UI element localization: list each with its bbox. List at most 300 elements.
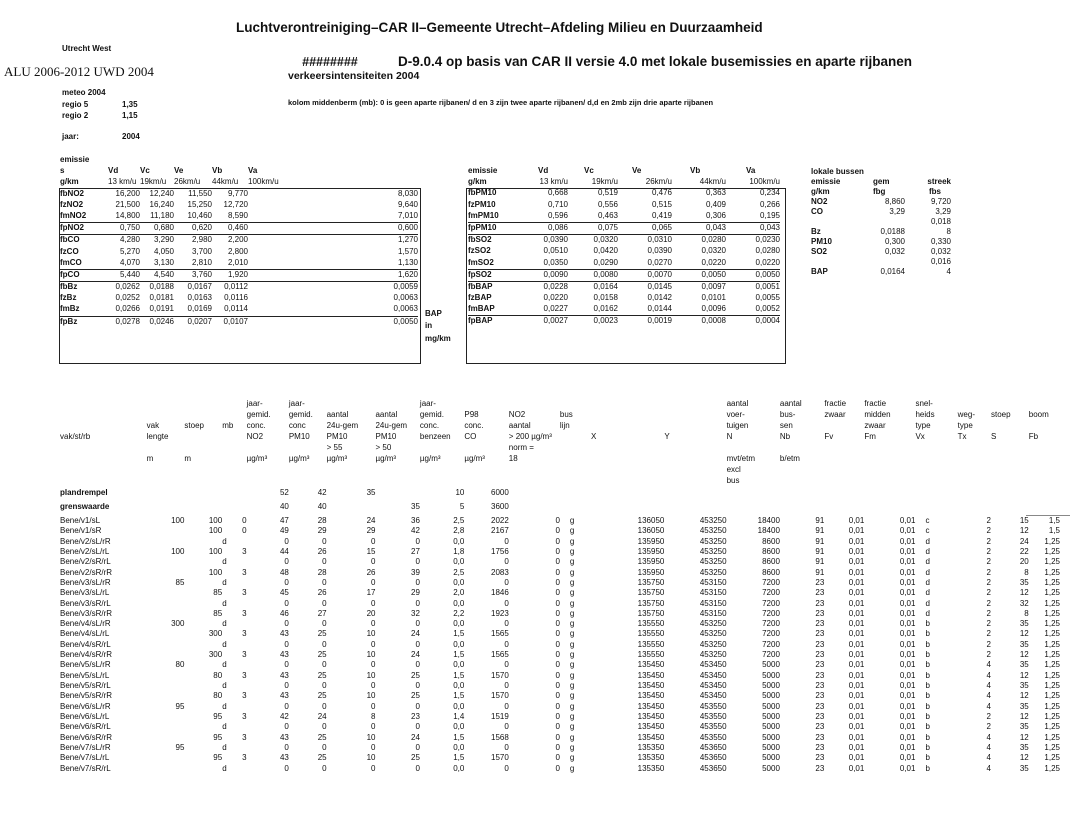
bus-row [811, 197, 951, 207]
column-header [824, 475, 864, 486]
table-cell: 0 [242, 526, 247, 536]
header-row [60, 431, 1060, 442]
table-row [60, 764, 1060, 774]
table-cell: 2,5 [453, 516, 465, 525]
table-cell: 0 [371, 598, 376, 608]
table-cell: 453250 [699, 567, 727, 577]
table-cell: 0,01 [848, 629, 865, 639]
column-header: stoep [990, 410, 1011, 419]
emission-value: 0,0004 [726, 316, 780, 328]
table-cell: 0 [415, 763, 420, 773]
column-header [222, 475, 246, 486]
em-unit: 13 km/u [539, 177, 568, 187]
em-head: Vd [108, 166, 119, 176]
threshold-value [727, 502, 780, 516]
table-cell: 0 [322, 557, 327, 567]
emission-value: 2,010 [227, 257, 248, 267]
table-cell: 1,25 [1044, 557, 1060, 567]
table-cell: 0,0 [453, 557, 465, 567]
table-cell: 0,01 [848, 608, 865, 618]
table-cell: 0,01 [899, 753, 916, 763]
emission-label: fbCO [60, 235, 108, 247]
table-cell: g [569, 650, 575, 660]
column-header [864, 475, 915, 486]
emission-value: 0,0230 [726, 235, 780, 247]
table-cell: 0 [504, 557, 509, 567]
bus-title: lokale bussen [811, 167, 864, 176]
table-cell: 0,01 [848, 546, 865, 556]
table-cell: 12 [1019, 753, 1029, 763]
table-cell: 0 [322, 763, 327, 773]
table-cell: 1,25 [1044, 608, 1060, 618]
table-cell: 0,01 [899, 516, 916, 525]
table-cell: 0,01 [899, 526, 916, 536]
table-cell: 2 [986, 526, 991, 536]
emission-value: 4,050 [153, 246, 174, 256]
table-cell [147, 753, 185, 763]
table-cell: 135550 [637, 629, 665, 639]
table-cell: 2 [986, 711, 991, 721]
column-header: CO [464, 432, 477, 441]
emission-value: 0,0050 [672, 269, 726, 281]
emission-value: 0,0063 [393, 304, 418, 314]
bus-row [811, 247, 951, 267]
table-cell: 1,25 [1044, 763, 1060, 773]
emission-value: 5,270 [119, 246, 140, 256]
table-cell: 1,25 [1044, 588, 1060, 598]
table-cell: 0 [371, 619, 376, 629]
threshold-row [60, 502, 1060, 516]
column-header [864, 442, 915, 453]
table-cell: 453150 [699, 577, 727, 587]
table-cell: 453550 [699, 711, 727, 721]
table-cell: 0,01 [899, 557, 916, 567]
table-cell: 1,25 [1044, 670, 1060, 680]
column-header [780, 464, 824, 475]
table-cell: 0,01 [899, 681, 916, 690]
emission-label: fmSO2 [468, 257, 494, 267]
table-cell: 0 [555, 608, 560, 618]
page-title: Luchtverontreiniging–CAR II–Gemeente Utrecht–Afdeling Milieu en Duurzaamheid [236, 20, 763, 35]
meteo-row: regio 5 [62, 100, 89, 109]
column-header: gemid. [246, 410, 271, 419]
table-cell: 20 [366, 608, 376, 618]
table-row [60, 578, 1060, 588]
meteo-row: 1,15 [122, 111, 138, 120]
table-cell: 453650 [699, 763, 727, 773]
emission-label: fpPM10 [468, 222, 518, 234]
emission-value: 0,0063 [393, 293, 418, 303]
em-head: Vc [584, 166, 594, 175]
table-cell: 0 [284, 536, 289, 546]
table-cell: g [569, 660, 575, 670]
emission-value: 12,240 [149, 188, 174, 198]
table-cell [184, 702, 222, 712]
table-cell: 0,01 [899, 722, 916, 732]
table-cell: 3 [242, 567, 247, 577]
table-cell: g [569, 546, 575, 556]
emission-value: 0,0169 [187, 304, 212, 314]
column-header: aantal [375, 410, 398, 419]
table-cell: 0 [555, 732, 560, 742]
column-header [375, 398, 419, 409]
emission-value: 0,0050 [726, 269, 780, 281]
column-header: vak [146, 421, 160, 430]
header-row [60, 475, 1060, 486]
table-row [60, 650, 1060, 660]
column-header: stoep [184, 421, 204, 430]
table-cell: 1568 [491, 732, 509, 742]
bus-row [811, 237, 951, 247]
table-cell: 0 [284, 598, 289, 608]
table-cell: d [222, 742, 227, 752]
table-cell: 0 [504, 742, 509, 752]
table-cell: 39 [411, 567, 420, 577]
table-cell: 0,01 [848, 577, 865, 587]
emission-label: fbNO2 [60, 188, 84, 198]
table-cell: 0 [322, 742, 327, 752]
table-cell: 2 [986, 722, 991, 732]
table-cell: 85 [213, 608, 223, 618]
table-cell: 5000 [762, 722, 780, 732]
table-cell: 0 [284, 701, 289, 711]
table-cell: 0 [504, 701, 509, 711]
table-cell: 28 [317, 567, 327, 577]
emission-value: 12,720 [223, 199, 248, 209]
emission-value: 0,195 [759, 210, 780, 220]
emission-label: fzCO [60, 246, 79, 256]
table-cell: 0,01 [848, 567, 865, 577]
bus-value [905, 267, 951, 277]
table-cell: 91 [815, 567, 825, 577]
table-cell: 0,0 [453, 681, 465, 690]
bus-value: 0,032 [930, 247, 951, 256]
emission-value: 0,043 [726, 222, 780, 234]
emission-value: 21,500 [115, 199, 140, 209]
table-cell: 1,8 [453, 546, 465, 556]
table-cell: 43 [279, 691, 289, 701]
em-head: emissie [60, 155, 90, 164]
column-header [509, 464, 560, 475]
table-cell: g [569, 536, 575, 546]
emission-value: 0,0164 [568, 281, 618, 293]
table-cell: 0,0 [453, 577, 465, 587]
table-cell: 43 [279, 753, 289, 763]
table-cell: 23 [815, 722, 825, 732]
column-header: fractie [824, 399, 847, 408]
emission-value: 0,0070 [618, 269, 672, 281]
table-cell: 0 [504, 722, 509, 732]
table-row [60, 681, 1060, 691]
emission-value: 0,0320 [701, 246, 726, 256]
segment-name: Bene/v3/sL/rR [60, 577, 111, 587]
table-cell: 91 [815, 546, 825, 556]
table-cell: 0 [322, 722, 327, 732]
table-cell: 2083 [491, 567, 509, 577]
table-cell: 0,01 [899, 588, 916, 598]
table-cell: 2 [986, 577, 991, 587]
em-unit: 13 km/u [108, 177, 137, 187]
column-header [591, 475, 664, 486]
table-cell [147, 671, 185, 681]
table-cell: g [569, 516, 575, 525]
threshold-value [1029, 502, 1060, 516]
emission-value: 0,0290 [593, 257, 618, 267]
table-row [60, 733, 1060, 743]
table-cell: 0 [322, 619, 327, 629]
hash-marks: ######## [302, 55, 358, 69]
emission-value: 0,043 [672, 222, 726, 234]
column-header [560, 475, 591, 486]
emission-label: fmBAP [468, 304, 495, 314]
column-header [184, 409, 222, 420]
bus-value: 0,330 [930, 237, 951, 246]
table-cell: 453250 [699, 526, 727, 536]
table-cell [147, 650, 185, 660]
table-cell: 0 [242, 516, 247, 525]
table-cell: 300 [208, 629, 223, 639]
emission-value: 0,515 [651, 199, 672, 209]
table-cell: 0 [504, 763, 509, 773]
table-cell: 23 [815, 619, 825, 629]
table-cell: 8 [1024, 608, 1029, 618]
column-header [560, 453, 591, 464]
table-cell: 23 [815, 577, 825, 587]
table-cell: b [925, 650, 930, 660]
column-header: boom [1028, 410, 1049, 419]
table-cell [184, 640, 222, 650]
emission-value: 0,363 [705, 188, 726, 198]
table-cell: 135450 [637, 711, 665, 721]
column-header [991, 420, 1029, 431]
bus-value [905, 227, 951, 237]
table-cell: 35 [1019, 763, 1029, 773]
bus-label: NO2 [811, 197, 828, 206]
table-cell: 43 [279, 670, 289, 680]
table-cell: 95 [213, 753, 223, 763]
table-cell: 453250 [699, 557, 727, 567]
table-cell [147, 712, 185, 722]
table-cell: 12 [1019, 670, 1029, 680]
table-cell: 4 [986, 681, 991, 690]
emission-value: 3,760 [174, 269, 212, 281]
table-cell: 135450 [637, 670, 665, 680]
table-cell [147, 588, 185, 598]
table-cell: 135950 [637, 546, 665, 556]
table-cell: 0 [284, 619, 289, 629]
table-cell: 453550 [699, 701, 727, 711]
table-cell: 0,01 [848, 639, 865, 649]
table-cell: 135450 [637, 722, 665, 732]
emission-value: 2,810 [191, 257, 212, 267]
column-header [1029, 442, 1060, 453]
table-cell: 91 [815, 516, 825, 525]
bus-label: CO [811, 207, 823, 216]
table-cell: 1,5 [453, 650, 465, 660]
column-header: µg/m³ [375, 454, 397, 463]
bus-value [905, 207, 951, 227]
bus-head: emissie [811, 177, 841, 186]
table-cell: 2 [986, 557, 991, 567]
bus-label: Bz [811, 227, 821, 236]
emission-value: 0,0112 [212, 282, 248, 294]
emission-value: 0,680 [140, 223, 174, 235]
table-cell: 20 [1019, 557, 1029, 567]
emission-value: 4,280 [108, 235, 140, 247]
column-header: lengte [146, 432, 169, 441]
em-unit: 100km/u [749, 177, 780, 187]
table-cell: 23 [815, 691, 825, 701]
table-cell: 25 [411, 691, 420, 701]
table-cell: 0,01 [848, 650, 865, 660]
bus-row [811, 207, 951, 227]
column-header [147, 409, 185, 420]
table-cell: b [925, 670, 930, 680]
column-header: Fb [1028, 432, 1039, 441]
threshold-label: grenswaarde [60, 502, 110, 511]
subtitle: D-9.0.4 op basis van CAR II versie 4.0 met lokale busemissies en aparte rijbanen [398, 54, 912, 69]
em-unit: 26km/u [645, 177, 672, 187]
em-unit: 19km/u [140, 177, 167, 187]
column-header: Tx [957, 432, 967, 441]
emission-value: 0,596 [547, 210, 568, 220]
table-cell: 12 [1019, 711, 1029, 721]
table-cell [147, 557, 185, 567]
table-cell: 0 [322, 701, 327, 711]
table-cell: 100 [208, 516, 223, 525]
bus-value: 0,0188 [880, 227, 905, 236]
table-cell: 5000 [762, 732, 780, 742]
table-cell: 4 [986, 753, 991, 763]
table-cell: 135450 [637, 701, 665, 711]
table-cell: 0 [371, 660, 376, 670]
column-header [509, 475, 560, 486]
table-cell: 1565 [491, 650, 509, 660]
threshold-value [864, 488, 915, 502]
table-cell [147, 691, 185, 701]
column-header [824, 442, 864, 453]
segment-name: Bene/v5/sR/rL [60, 681, 111, 690]
emission-value: 3,700 [191, 246, 212, 256]
table-cell: 12 [1019, 588, 1029, 598]
column-header: m [184, 454, 192, 463]
column-header: voer- [726, 410, 745, 419]
table-cell: 2 [986, 650, 991, 660]
table-cell: 0 [371, 557, 376, 567]
threshold-value [664, 488, 726, 502]
emission-value: 0,0220 [543, 293, 568, 303]
table-cell: 4 [986, 701, 991, 711]
emission-label: fpCO [60, 269, 108, 281]
table-cell: 0 [555, 639, 560, 649]
column-header [147, 398, 185, 409]
table-cell [184, 743, 222, 753]
table-cell: 7200 [762, 629, 780, 639]
threshold-value [147, 488, 185, 502]
table-cell: 0 [415, 577, 420, 587]
column-header: lijn [559, 421, 570, 430]
table-cell: 2 [986, 588, 991, 598]
table-cell: 0 [284, 681, 289, 690]
table-cell: 46 [279, 608, 289, 618]
threshold-value: 35 [366, 488, 376, 497]
emission-value: 0,086 [518, 222, 568, 234]
table-cell [147, 537, 185, 547]
column-header [664, 409, 726, 420]
segment-name: Bene/v5/sL/rL [60, 670, 110, 680]
emission-value: 0,460 [212, 223, 248, 235]
bus-row [811, 227, 951, 237]
table-cell: 136050 [637, 516, 665, 525]
threshold-value [184, 488, 222, 502]
table-cell: 12 [1019, 526, 1029, 536]
table-cell: 43 [279, 650, 289, 660]
column-header [824, 464, 864, 475]
table-row [60, 547, 1060, 557]
emission-label: fmPM10 [468, 210, 499, 220]
table-cell: 453150 [699, 608, 727, 618]
emission-box-left [59, 188, 421, 364]
table-cell [184, 557, 222, 567]
column-header [727, 442, 780, 453]
table-cell: 453250 [699, 650, 727, 660]
table-cell: g [569, 763, 575, 773]
table-cell [184, 619, 222, 629]
table-cell: 135350 [637, 753, 665, 763]
table-cell: 0 [555, 598, 560, 608]
bus-value: 8 [946, 227, 951, 236]
column-header [958, 442, 991, 453]
column-header: conc. [419, 421, 440, 430]
table-cell: 25 [317, 732, 327, 742]
column-header: m [146, 454, 154, 463]
table-cell: 5000 [762, 691, 780, 701]
emission-value: 0,0280 [672, 235, 726, 247]
threshold-value [958, 488, 991, 502]
table-cell: 48 [279, 567, 289, 577]
table-cell: 0,01 [899, 650, 916, 660]
column-header: fractie [864, 399, 887, 408]
table-cell: 2167 [491, 526, 509, 536]
threshold-value [824, 488, 864, 502]
jaar-label: jaar: [62, 132, 79, 141]
table-cell: b [925, 732, 930, 742]
emission-value: 0,419 [651, 210, 672, 220]
column-header: N [726, 432, 733, 441]
table-cell: 100 [208, 526, 223, 536]
column-header: PM10 [288, 432, 310, 441]
segment-name: Bene/v3/sR/rR [60, 608, 113, 618]
table-cell: 0,01 [848, 711, 865, 721]
column-header [327, 398, 376, 409]
emission-value: 9,770 [227, 188, 248, 198]
table-cell: g [569, 567, 575, 577]
table-cell: d [222, 701, 227, 711]
table-cell: 7200 [762, 619, 780, 629]
table-cell [184, 578, 222, 588]
table-cell: 0 [555, 660, 560, 670]
table-cell: g [569, 577, 575, 587]
table-cell: 36 [411, 516, 420, 525]
table-cell: 453650 [699, 753, 727, 763]
emission-value: 0,710 [547, 199, 568, 209]
segment-name: Bene/v2/sR/rL [60, 557, 111, 567]
table-cell: 2,5 [453, 567, 465, 577]
threshold-value [375, 488, 419, 502]
table-cell: b [925, 691, 930, 701]
column-header [184, 398, 222, 409]
table-cell: d [925, 608, 930, 618]
